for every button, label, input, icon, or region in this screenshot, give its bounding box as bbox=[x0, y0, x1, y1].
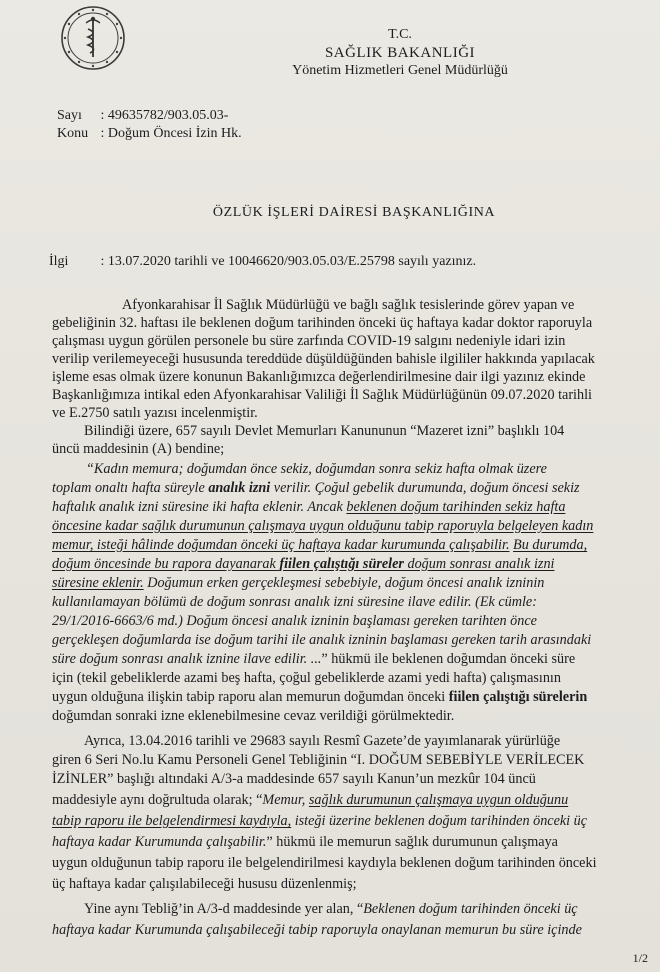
quote-line: haftalık analık izni süresine iki hafta eklenir. Ancak beklenen doğum tarihinden sekiz hafta bbox=[52, 499, 566, 515]
quote-line: tabip raporu ile belgelendirmesi kaydıyla, isteği üzerine beklenen doğum tarihinden önceki üç bbox=[52, 813, 588, 829]
ministry-seal-logo bbox=[60, 5, 126, 71]
body-line: maddesiyle aynı doğrultuda olarak; “Memur, sağlık durumunun çalışmaya uygun olduğunu bbox=[52, 792, 569, 808]
body-line: Bilindiği üzere, 657 sayılı Devlet Memurları Kanununun “Mazeret izni” başlıklı 104 bbox=[84, 423, 565, 439]
meta-konu bbox=[57, 126, 242, 142]
body-line: verilip verilemeyeceği hususunda tereddüde düşüldüğünden bahisle ilgililer hakkında yapılacak bbox=[52, 351, 595, 367]
ilgi-value: : 13.07.2020 tarihli ve 10046620/903.05.03/E.25798 sayılı yazınız. bbox=[100, 254, 477, 269]
ilgi-label: İlgi bbox=[49, 254, 69, 269]
header-department: Yönetim Hizmetleri Genel Müdürlüğü bbox=[292, 63, 508, 78]
header-tc: T.C. bbox=[388, 27, 412, 42]
body-line: giren 6 Seri No.lu Kamu Personeli Genel Tebliğinin “I. DOĞUM SEBEBİYLE VERİLECEK bbox=[52, 752, 585, 768]
quote-line: memur, isteği hâlinde doğumdan önceki üç haftaya kadar kurumunda çalışabilir. Bu durumda, bbox=[52, 537, 588, 553]
addressee: ÖZLÜK İŞLERİ DAİRESİ BAŞKANLIĞINA bbox=[212, 205, 496, 220]
page-number: 1/2 bbox=[632, 951, 648, 965]
quote-line: haftaya kadar Kurumunda çalışabileceği tabip raporuyla onaylanan memurun bu süre içinde bbox=[52, 922, 582, 938]
body-line: üç haftaya kadar çalışılabileceği hususu düzenlenmiş; bbox=[52, 876, 357, 892]
reference-line bbox=[49, 254, 476, 270]
quote-line: gerçekleşen doğumlarda ise doğum tarihi ile analık izninin başlaması gereken tarih arasındaki bbox=[52, 632, 592, 648]
konu-label: Konu bbox=[57, 126, 89, 141]
quote-line: 29/1/2016-6663/6 md.) Doğum öncesi analık izninin başlaması gereken tarihten önce bbox=[52, 613, 537, 629]
quote-line: “Kadın memura; doğumdan önce sekiz, doğumdan sonra sekiz hafta olmak üzere bbox=[86, 461, 547, 477]
sayi-value: : 49635782/903.05.03- bbox=[100, 108, 229, 123]
body-line: doğumdan sonraki izne eklenebilmesine cevaz verildiği görülmektedir. bbox=[52, 708, 455, 724]
body-line: uygun olduğuna ilişkin tabip raporu alan memurun doğumdan önceki fiilen çalıştığı sürelerin bbox=[52, 689, 588, 705]
header-ministry: SAĞLIK BAKANLIĞI bbox=[324, 45, 476, 61]
body-line: için (tekil gebeliklerde azami beş hafta, çoğul gebeliklerde azami yedi hafta) çalışmasının bbox=[52, 670, 561, 686]
quote-line: süresine eklenir. Doğumun erken gerçekleşmesi sebebiyle, doğum öncesi analık izninin bbox=[52, 575, 545, 591]
body-line: çalışması uygun görülen personele bu süre zarfında COVID-19 salgını nedeniyle idari izin bbox=[52, 333, 566, 349]
meta-sayi bbox=[57, 108, 228, 124]
letterhead bbox=[200, 26, 600, 80]
body-line: Başkanlığımıza intikal eden Afyonkarahisar Valiliği İl Sağlık Müdürlüğünün 09.07.2020 tarihli bbox=[52, 387, 592, 403]
quote-line: öncesine kadar sağlık durumunun çalışmaya uygun olduğunu tabip raporuyla belgeleyen kadın bbox=[52, 518, 594, 534]
body-line: Yine aynı Tebliğ’in A/3-d maddesinde yer alan, “Beklenen doğum tarihinden önceki üç bbox=[84, 901, 578, 917]
quote-line: toplam onaltı hafta süreyle analık izni verilir. Çoğul gebelik durumunda, doğum öncesi sekiz bbox=[52, 480, 580, 496]
body-line: gebeliğinin 32. haftası ile beklenen doğum tarihinden önceki üç haftaya kadar doktor raporuyla bbox=[52, 315, 593, 331]
body-line: üncü maddesinin (A) bendine; bbox=[52, 441, 225, 457]
sayi-label: Sayı bbox=[57, 108, 82, 123]
body-line: işleme esas olmak üzere konunun Bakanlığımızca değerlendirilmesine dair ilgi yazınız ekinde bbox=[52, 369, 586, 385]
body-line: uygun olduğunun tabip raporu ile belgelendirilmesi kaydıyla beklenen doğum tarihinden önceki bbox=[52, 855, 597, 871]
quote-line: kullanılamayan bölümü de doğum sonrası analık izni süresine ilave edilir. (Ek cümle: bbox=[52, 594, 537, 610]
quote-line: doğum öncesinde bu rapora dayanarak fiilen çalıştığı süreler doğum sonrası analık izni bbox=[52, 556, 555, 572]
body-line: süre doğum sonrası analık iznine ilave edilir. ...” hükmü ile beklenen doğumdan önceki süre bbox=[52, 651, 576, 667]
body-line: Ayrıca, 13.04.2016 tarihli ve 29683 sayılı Resmî Gazete’de yayımlanarak yürürlüğe bbox=[84, 733, 561, 749]
body-line: ve E.2750 satılı yazısı incelenmiştir. bbox=[52, 405, 258, 421]
body-line: haftaya kadar Kurumunda çalışabilir.” hükmü ile memurun sağlık durumunun çalışmaya bbox=[52, 834, 558, 850]
body-line: Afyonkarahisar İl Sağlık Müdürlüğü ve bağlı sağlık tesislerinde görev yapan ve bbox=[122, 297, 575, 313]
body-line: İZİNLER” başlığı altındaki A/3-a maddesinde 657 sayılı Kanun’un mezkûr 104 üncü bbox=[52, 771, 536, 787]
konu-value: : Doğum Öncesi İzin Hk. bbox=[100, 126, 242, 141]
